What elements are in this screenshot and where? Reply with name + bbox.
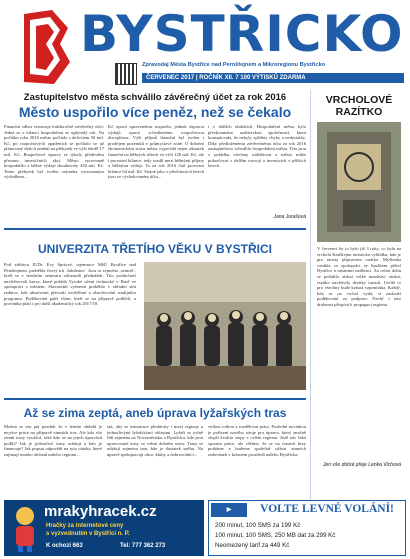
- article-byline: Jana Jurašová: [273, 214, 306, 220]
- ad-row-1: 200 minut, 100 SMS za 199 Kč: [215, 522, 301, 529]
- article-headline: Až se zima zeptá, aneb úprava lyžařských tras: [23, 406, 287, 420]
- toy-figure-icon: [8, 504, 42, 552]
- ad-title: VOLTE LEVNÉ VOLÁNÍ!: [260, 503, 394, 515]
- sidebar-title: VRCHOLOVÉ RAZÍTKO: [325, 94, 393, 118]
- article-col-3: velkou rolbou a rozdělovat práci. Poslední novinkou je pořízení nového stroje pro úpravu, který značně zlepší kvalitu stopy v celém regionu. Jistě nás čeká spousta práce, ale věříme, že se na trasách brzy potkáme a budeme společně užívat zimních radovánek v krásném prostředí našeho Bystřicka.: [208, 424, 306, 457]
- article-col-3: i v dalších obdobích. Hospodaření města bylo přezkoumáno auditorskou společností, která konstatovala, že nebyly zjištěny chyby a nedostatky. Díky předloženému závěrečnému účtu za rok 2016 zastupitelstvo schválilo hospodaření města. Tím jsou v pořádku všechny náležitosti a město může pokračovat v dalším rozvoji a investicích v příštích letech.: [208, 124, 306, 169]
- ad-line-2: s vyzvednutím v Bystřici n. P.: [46, 531, 130, 537]
- article-university: [4, 228, 306, 396]
- article-headline: UNIVERZITA TŘETÍHO VĚKU V BYSTŘICI: [37, 242, 272, 256]
- masthead-subtitle: Zpravodaj Města Bystřice nad Pernštejnem a Mikroregionu Bystřicko: [142, 62, 326, 68]
- sidebar-stamp: [310, 90, 406, 500]
- ad-toy-shop: [4, 500, 204, 556]
- section-rule: [4, 398, 306, 400]
- city-logo: [16, 8, 74, 88]
- sidebar-text: V červenci by to bylo již 3 roky, co byla na vrcholu Karlštejnu turistická vyhlídka, kde je pro turisty připraveno razítko. Myšlenka vznikla ve spolupráci se Spolkem přátel Bystřice a místními nadšenci. Za celou dobu se podařilo získat velké množství otisků, razítko navštívily desítky turistů. Určitě to pro všechny bude krásná vzpomínka. Každý, kdo se na vrchol vydá, si zaslouží poděkování za podporu. Nechť i tato drobnost přispívá k propagaci regionu.: [317, 246, 401, 307]
- ad-phone: Tel: 777 362 273: [120, 543, 166, 549]
- sidebar-signature: Jen vše dobré přeje Lenka Vichová: [322, 462, 401, 468]
- graduation-photo: [144, 262, 306, 390]
- section-rule: [4, 228, 306, 230]
- ad-row-3: Neomezený tarif za 449 Kč: [215, 542, 290, 549]
- ad-address: K ochozi 663: [46, 543, 83, 549]
- article-col-2: tak, aby se informace předávaly i mezi regiony a jednotlivými lyžařskými oblastmi. Lyžaři se ročně řídí zejména na Novoměstsku a Bystřicku, kde jsou upravované trasy ve velmi dobrém stavu. Trasy se udržují zejména tam, kde je dostatek sněhu. Na úpravě spolupracují obce, kluby a dobrovolníci...: [107, 424, 203, 457]
- qr-code-icon: [115, 63, 137, 85]
- ad-line-1: Hračky za internetové ceny: [46, 523, 124, 529]
- ad-row-2: 100 minut, 100 SMS, 250 MB dat za 299 Kč: [215, 532, 336, 539]
- article-col-2: Kč oproti upravenému rozpočtu, jednak úsporou výdajů oproti schválenému rozpočtovou disciplínou. Výši příjmů finanční byl tvořen i prodejem pozemků v průmyslové zóně. O dobrém ekonomickém stavu města vypovídá nejen zůstatek finanční na běžných účtech ve výši 128 mil. Kč, ale i provozní bilance, tedy rozdíl mezi běžnými příjmy a běžnými výdaji. Ta za rok 2016 činí provozní bilance 64 mil. Kč. Stejně jako v předchozích letech jsou ve výsledovaném účtu...: [108, 124, 204, 180]
- issue-bar: ČERVENEC 2017 | ROČNÍK XII. 7 100 VÝTISKŮ ZDARMA: [142, 73, 404, 83]
- article-col-1: Možná se vás ptá pozdně, že v letním období je nejvíce práce na přípravě zimních tras. Ale kdo vše zimní trasy využívá, také kdo se na jejich úpravách podílí? Jak je jednotlivé trasy udržují a kdo je financuje? Jak popsat odpovědi na tyto otázky, které zajímají mnoho občanů našeho regionu...: [4, 424, 102, 457]
- article-text: Pod záštitou JUDr. Evy Šprtové, tajemnice MěÚ Bystřice nad Pernštejnem, proběhla čtvrtý trh ‚Jubileum‘. Jsou to zejména ‚senioři‘, kteří se v letošním semestru zúčastnili přednášek. Tito posluchači navštěvovali kurzy, které pořádá Vysoké učení technické v Brně ve spolupráci s městem. Slavnostní vyřazení proběhlo v obřadní síni radnice, kde absolventi převzali osvědčení o absolvování studijního programu. Poděkování patří všem, kteří se na přípravě podíleli, a pozvánka platí i pro další akademický rok 2017/18.: [4, 262, 136, 307]
- stamp-photo: [317, 122, 401, 242]
- ad-title: mrakyhracek.cz: [44, 503, 157, 520]
- article-ski-trails: [4, 398, 306, 498]
- article-budget: [4, 92, 306, 224]
- article-col-1: Finanční odbor sestavuje každoročně závěrečný účet. Jedná se o bilanci hospodaření ze uplynulý rok. Na počátku roku 2016 město počítalo s deficitem 50 mil. Kč, po rozpočtových opatřeních se počítalo se už plánovaný deficit změnil na přebytek ve výši téměř 17 mil. Kč. Rozpočtové úpravy se týkaly především přesunu investičních akcí. Město vyrovnaně hospodařilo a běžné výdaje dosahovaly 430 mil. Kč. Tento přebytek byl tvořen zejména vyrovnaným výsledkem...: [4, 124, 104, 180]
- article-headline: Město uspořilo více peněz, než se čekalo: [18, 104, 292, 120]
- article-kicker: Zastupitelstvo města schválilo závěrečný účet za rok 2016: [23, 92, 287, 103]
- masthead-title: BYSTŘICKO: [80, 5, 404, 63]
- fonetip-logo: ▶: [211, 503, 247, 517]
- masthead: [0, 0, 410, 90]
- ad-phone-plans: [208, 500, 406, 556]
